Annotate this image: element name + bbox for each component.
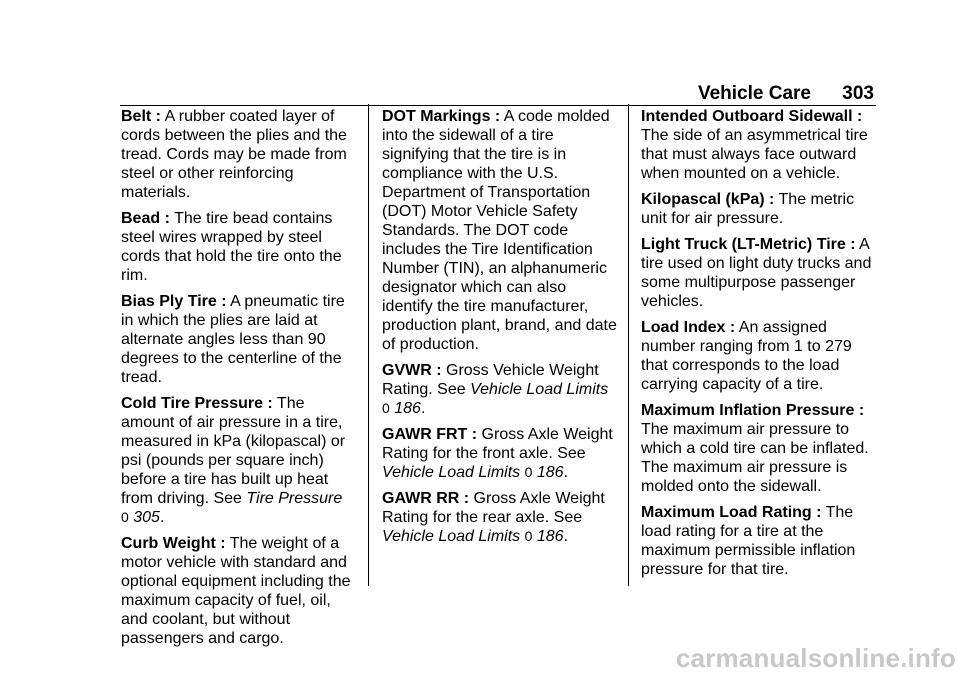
reference-page[interactable]: 186	[536, 528, 564, 545]
glossary-entry-gawr-frt	[382, 425, 620, 482]
cross-reference-link[interactable]: Vehicle Load Limits	[470, 381, 609, 398]
punctuation: .	[563, 464, 569, 481]
glossary-entry-gawr-rr	[382, 489, 620, 546]
glossary-entry-bias-ply-tire	[121, 292, 359, 387]
punctuation: .	[159, 509, 165, 526]
glossary-definition: A rubber coated layer of cords between the plies and the tread. Cords may be made from steel or other reinforcing materials.	[121, 108, 347, 201]
header-rule	[120, 105, 876, 106]
glossary-entry-dot-markings	[382, 107, 620, 354]
glossary-entry-belt	[121, 107, 359, 202]
glossary-term: Intended Outboard Sidewall :	[641, 108, 863, 125]
reference-page[interactable]: 186	[394, 400, 421, 417]
glossary-term: Bead :	[121, 210, 170, 227]
glossary-entry-bead	[121, 209, 359, 285]
glossary-definition: A tire used on light duty trucks and some multipurpose passenger vehicles.	[641, 236, 872, 310]
site-watermark: carmanualsonline.info	[675, 643, 956, 673]
page-number: 303	[842, 83, 874, 104]
page-arrow-icon: 0	[524, 464, 533, 480]
glossary-definition: The side of an asymmetrical tire that must always face outward when mounted on a vehicle.	[641, 127, 868, 182]
glossary-entry-light-truck-tire	[641, 235, 879, 311]
section-title: Vehicle Care	[697, 83, 812, 104]
glossary-definition: The amount of air pressure in a tire, measured in kPa (kilopascal) or psi (pounds per square inch) before a tire has built up heat from driving. See	[121, 395, 346, 507]
glossary-definition: The metric unit for air pressure.	[641, 191, 855, 227]
glossary-term: Maximum Inflation Pressure :	[641, 402, 865, 419]
column-divider-2	[628, 104, 629, 586]
reference-page[interactable]: 305	[133, 509, 160, 526]
page-arrow-icon: 0	[382, 400, 390, 416]
glossary-definition: Gross Vehicle Weight Rating. See	[382, 362, 599, 398]
glossary-definition: Gross Axle Weight Rating for the rear axle. See	[382, 490, 605, 526]
glossary-entry-cold-tire-pressure	[121, 394, 359, 527]
glossary-definition: Gross Axle Weight Rating for the front axle. See	[382, 426, 613, 462]
glossary-definition: A code molded into the sidewall of a tire signifying that the tire is in compliance with the U.S. Department of Transportation (DOT) Motor Vehicle Safety Standards. The DOT code includes the Tire Identification Number (TIN), an alphanumeric designator which can also identify the tire manufacturer, production plant, brand, and date of production.	[382, 108, 617, 353]
glossary-term: Curb Weight :	[121, 535, 226, 552]
column-2	[382, 107, 620, 553]
glossary-entry-gvwr	[382, 361, 620, 418]
punctuation: .	[420, 400, 426, 417]
punctuation: .	[563, 528, 569, 545]
page-arrow-icon: 0	[524, 528, 533, 544]
glossary-definition: The load rating for a tire at the maximum permissible inflation pressure for that tire.	[641, 504, 856, 578]
column-3	[641, 107, 879, 586]
glossary-entry-kilopascal	[641, 190, 879, 228]
column-divider-1	[368, 104, 369, 586]
cross-reference-link[interactable]: Vehicle Load Limits	[382, 464, 521, 481]
glossary-definition: The maximum air pressure to which a cold tire can be inflated. The maximum air pressure is molded onto the sidewall.	[641, 421, 869, 495]
glossary-term: Load Index :	[641, 319, 736, 336]
glossary-term: GAWR RR :	[382, 490, 470, 507]
glossary-term: GVWR :	[382, 362, 442, 379]
glossary-definition: The tire bead contains steel wires wrapped by steel cords that hold the tire onto the rim.	[121, 210, 342, 284]
glossary-term: Light Truck (LT-Metric) Tire :	[641, 236, 856, 253]
glossary-term: GAWR FRT :	[382, 426, 478, 443]
cross-reference-link[interactable]: Tire Pressure	[246, 490, 343, 507]
glossary-term: DOT Markings :	[382, 108, 501, 125]
glossary-entry-intended-outboard-sidewall	[641, 107, 879, 183]
glossary-entry-maximum-inflation-pressure	[641, 401, 879, 496]
page-arrow-icon: 0	[121, 509, 129, 525]
reference-page[interactable]: 186	[536, 464, 564, 481]
glossary-definition: The weight of a motor vehicle with standard and optional equipment including the maximum capacity of fuel, oil, and coolant, but without passengers and cargo.	[121, 535, 351, 647]
glossary-entry-curb-weight	[121, 534, 359, 648]
glossary-term: Kilopascal (kPa) :	[641, 191, 775, 208]
glossary-definition: A pneumatic tire in which the plies are laid at alternate angles less than 90 degrees to the centerline of the tread.	[121, 293, 345, 386]
cross-reference-link[interactable]: Vehicle Load Limits	[382, 528, 521, 545]
glossary-entry-load-index	[641, 318, 879, 394]
glossary-term: Belt :	[121, 108, 161, 125]
glossary-term: Cold Tire Pressure :	[121, 395, 273, 412]
glossary-definition: An assigned number ranging from 1 to 279 that corresponds to the load carrying capacity of a tire.	[641, 319, 852, 393]
glossary-entry-maximum-load-rating	[641, 503, 879, 579]
glossary-term: Bias Ply Tire :	[121, 293, 227, 310]
glossary-term: Maximum Load Rating :	[641, 504, 822, 521]
column-1	[121, 107, 359, 655]
page-header	[698, 84, 874, 104]
